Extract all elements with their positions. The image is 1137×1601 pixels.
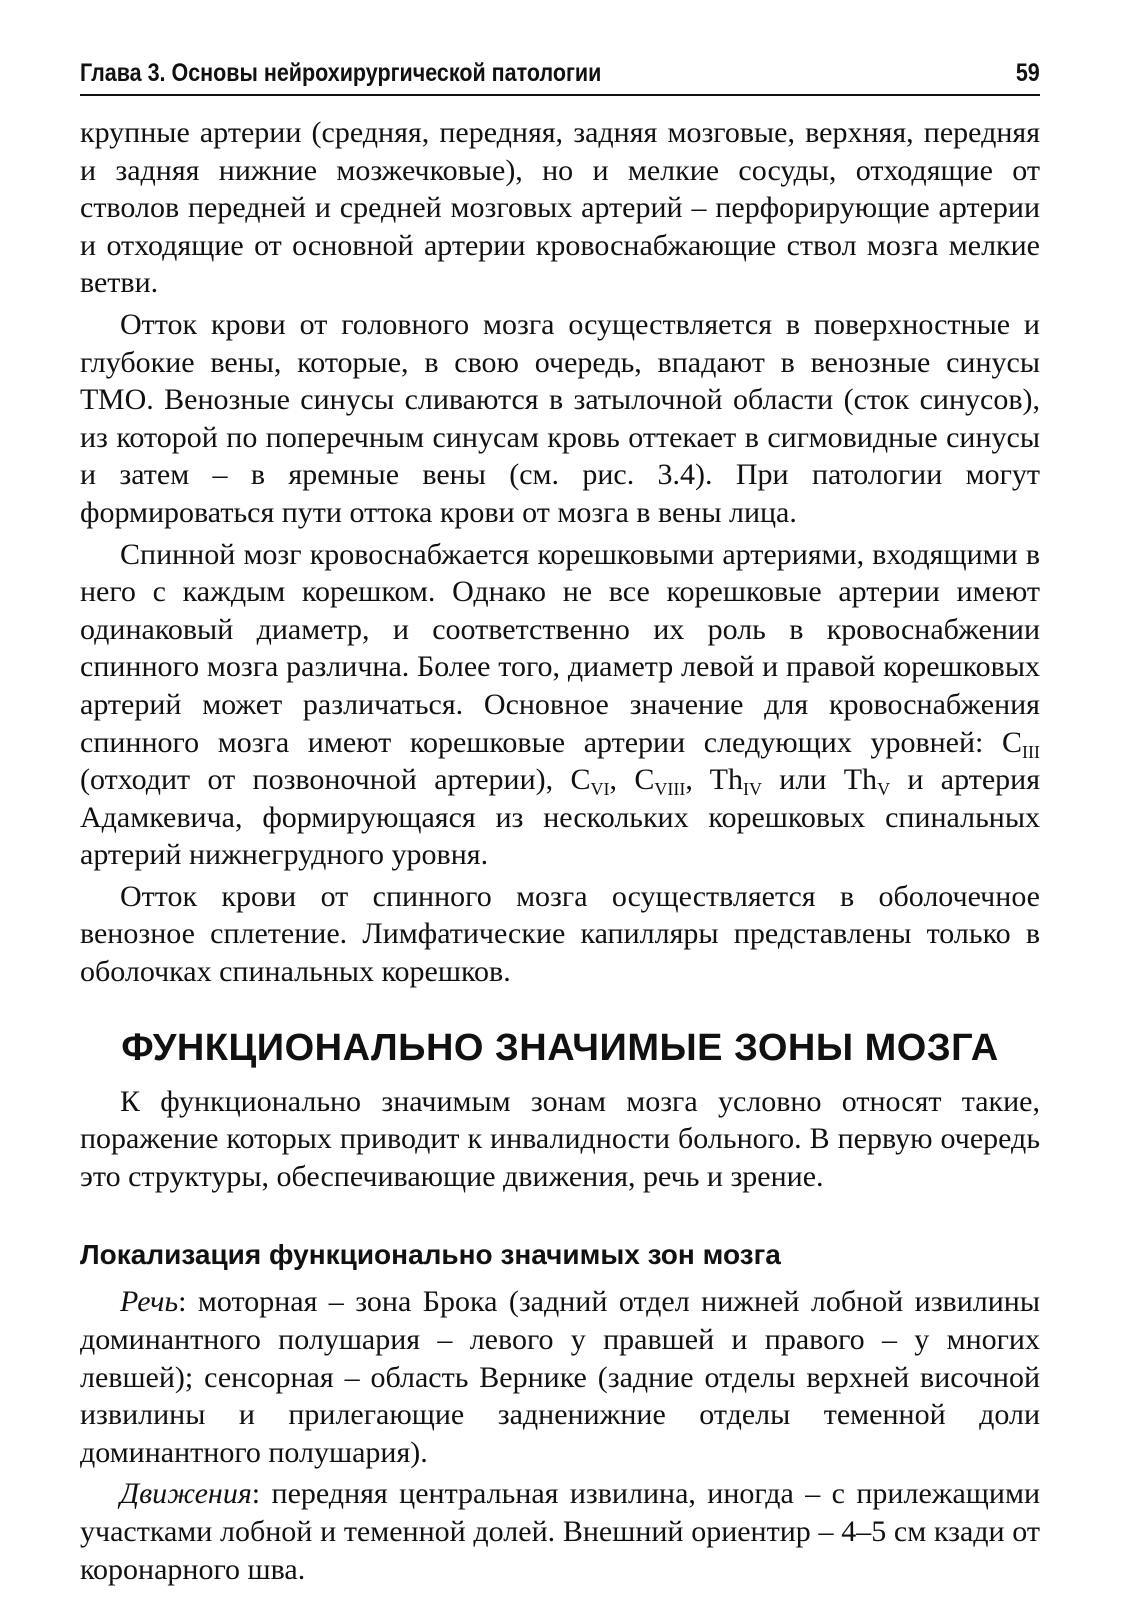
separator-or: или <box>761 763 844 797</box>
paragraph-section-intro: К функционально значимым зонам мозга условно относят такие, поражение которых приводит к инвалидности больного. В первую очередь это структуры, обеспечивающие движения, речь и зрение. <box>80 1084 1040 1193</box>
paragraph-spinal-blood-supply <box>80 536 1040 874</box>
level-th-v-sub: V <box>877 779 891 800</box>
paragraph-brain-venous-outflow: Отток крови от головного мозга осуществляется в поверхностные и глубокие вены, которые, в свою очередь, впадают в венозные синусы ТМО. Венозные синусы сливаются в затылочной области (сток синусов), из которой по поперечным синусам кровь оттекает в сигмовидные синусы и затем – в яремные вены (см. рис. 3.4). При патологии могут формироваться пути оттока крови от мозга в вены лица. <box>80 307 1040 529</box>
paragraph-movement <box>80 1475 1040 1588</box>
section-body <box>80 1083 1040 1196</box>
spinal-supply-rest: и артерия Адамкевича, формирующаяся из нескольких корешковых спинальных артерий нижнегрудного уровня. <box>80 763 1040 872</box>
section-title: ФУНКЦИОНАЛЬНО ЗНАЧИМЫЕ ЗОНЫ МОЗГА <box>121 1026 999 1069</box>
header-rule <box>80 94 1040 96</box>
running-head <box>80 56 1040 90</box>
subsection-body <box>80 1283 1040 1588</box>
spinal-supply-text: Спинной мозг кровоснабжается корешковыми артериями, входящими в него с каждым корешком. Однако не все корешковые артерии имеют одинаковый диаметр, и соответственно их роль в кровоснабжении спинного мозга различна. Более того, диаметр левой и правой корешковых артерий может различаться. Основное значение для кровоснабжения спинного мозга имеют корешковые артерии следующих уровней: <box>80 537 1040 759</box>
separator-comma: , <box>609 763 635 797</box>
level-c-iii-sub: III <box>1022 741 1040 762</box>
level-c-viii-sub: VIII <box>654 779 686 800</box>
movement-term: Движения <box>120 1477 252 1511</box>
subsection-title: Локализация функционально значимых зон мозга <box>80 1239 781 1271</box>
speech-term: Речь <box>120 1285 179 1319</box>
book-page <box>80 56 1040 1588</box>
level-th-iv-sub: IV <box>742 779 762 800</box>
speech-text: : моторная – зона Брока (задний отдел нижней лобной извилины доминантного полушария – левого у правшей и правого – у многих левшей); сенсорная – область Вернике (задние отделы верхней височной извилины и прилегающие задненижние отделы теменной доли доминантного полушария). <box>80 1285 1040 1469</box>
chapter-title: Глава 3. Основы нейрохирургической патологии <box>80 59 602 87</box>
separator-comma-2: , <box>685 763 710 797</box>
page-number: 59 <box>1015 59 1040 87</box>
level-th-v-letter: Th <box>843 763 878 797</box>
level-c-vi-letter: C <box>570 763 591 797</box>
level-c-vi-sub: VI <box>590 779 610 800</box>
level-c-iii-letter: C <box>1002 725 1023 759</box>
level-th-iv-letter: Th <box>709 763 743 797</box>
spinal-supply-part-a: (отходит от позвоночной артерии), <box>80 763 571 797</box>
paragraph-spinal-venous-outflow: Отток крови от спинного мозга осуществляется в оболочечное венозное сплетение. Лимфатические капилляры представлены только в оболочках спинальных корешков. <box>80 879 1040 989</box>
level-c-viii-letter: C <box>634 763 655 797</box>
body-text <box>80 114 1040 991</box>
paragraph-arteries-continued: крупные артерии (средняя, передняя, задняя мозговые, верхняя, передняя и задняя нижние мозжечковые), но и мелкие сосуды, отходящие от стволов передней и средней мозговых артерий – перфорирующие артерии и отходящие от основной артерии кровоснабжающие ствол мозга мелкие ветви. <box>80 116 1040 300</box>
movement-text: : передняя центральная извилина, иногда – с прилежащими участками лобной и теменной долей. Внешний ориентир – 4–5 см кзади от коронарного шва. <box>80 1477 1040 1586</box>
paragraph-speech <box>80 1283 1040 1471</box>
